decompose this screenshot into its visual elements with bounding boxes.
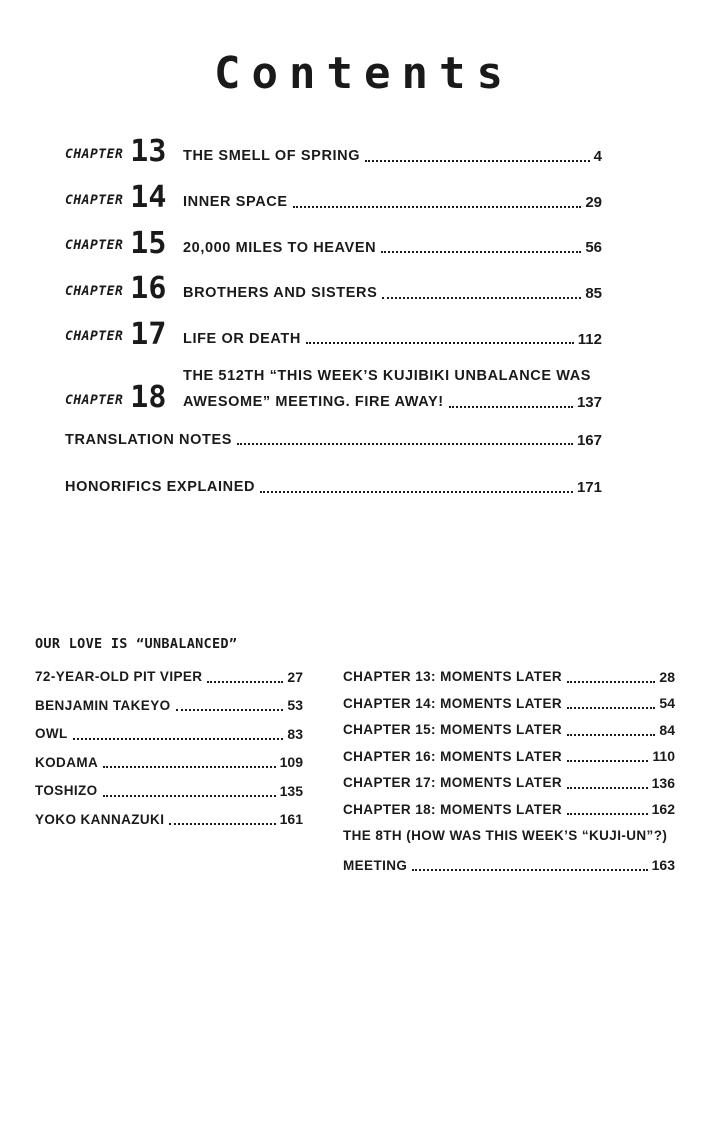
dot-leader <box>567 707 655 709</box>
dot-leader <box>237 443 573 445</box>
bonus-column-moments-later <box>343 669 675 884</box>
bonus-entry <box>343 802 675 818</box>
dot-leader <box>176 709 284 711</box>
bonus-entry <box>343 775 675 791</box>
entry-page-number: 136 <box>651 774 675 791</box>
dot-leader <box>365 160 590 162</box>
chapter-number: 15 <box>130 225 167 261</box>
entry-page-number: 161 <box>279 811 303 828</box>
entry-title: 20,000 MILES TO HEAVEN <box>183 239 377 256</box>
entry-page-number: 28 <box>659 668 675 685</box>
chapter-label <box>65 316 183 352</box>
toc-line <box>183 331 602 348</box>
entry-title: TRANSLATION NOTES <box>65 431 233 448</box>
entry-page-number: 27 <box>287 668 303 685</box>
entry-title: LIFE OR DEATH <box>183 330 301 347</box>
entry <box>343 828 675 873</box>
toc-line <box>183 148 602 165</box>
chapter-list <box>65 134 602 416</box>
toc-line <box>35 669 303 685</box>
entry <box>183 194 602 211</box>
bonus-entry <box>343 749 675 765</box>
entry-page-number: 84 <box>659 721 675 738</box>
entry-title: HONORIFICS EXPLAINED <box>65 479 256 496</box>
bonus-entry <box>343 696 675 712</box>
toc-line <box>35 698 303 714</box>
entry <box>183 285 602 302</box>
dot-leader <box>567 813 648 815</box>
entry <box>65 479 602 496</box>
chapter-number: 14 <box>130 179 167 215</box>
toc-line <box>35 755 303 771</box>
chapter-label <box>65 271 183 307</box>
bonus-section-heading: OUR LOVE IS “UNBALANCED” <box>35 636 238 653</box>
entry-page-number: 162 <box>651 801 675 818</box>
page-title: Contents <box>214 48 514 99</box>
entry <box>35 812 303 828</box>
chapter-label <box>65 134 183 170</box>
toc-line <box>183 194 602 211</box>
entry <box>343 802 675 818</box>
entry <box>35 698 303 714</box>
entry <box>343 775 675 791</box>
bonus-entry <box>35 812 303 828</box>
entry-title: THE 512TH “THIS WEEK’S KUJIBIKI UNBALANCE WAS <box>183 368 592 385</box>
entry-page-number: 167 <box>576 431 602 449</box>
chapter-label <box>65 380 183 416</box>
chapter-row <box>65 134 602 170</box>
chapter-word: CHAPTER <box>65 392 124 408</box>
entry-page-number: 171 <box>576 479 602 497</box>
entry-page-number: 53 <box>287 697 303 714</box>
chapter-label <box>65 179 183 215</box>
entry-page-number: 56 <box>585 239 602 257</box>
entry <box>35 755 303 771</box>
entry-page-number: 163 <box>651 857 675 874</box>
chapter-row <box>65 179 602 215</box>
entry-title: CHAPTER 17: MOMENTS LATER <box>343 775 563 791</box>
bonus-entry <box>35 669 303 685</box>
toc-line <box>343 696 675 712</box>
extra-row <box>65 432 602 449</box>
dot-leader <box>103 795 276 797</box>
entry-page-number: 109 <box>279 754 303 771</box>
dot-leader <box>567 760 648 762</box>
chapter-row <box>65 271 602 307</box>
entry-title: MEETING <box>343 857 408 873</box>
bonus-section <box>35 636 675 884</box>
toc-line <box>343 858 675 874</box>
entry-title: KODAMA <box>35 754 99 770</box>
bonus-column-characters <box>35 669 303 840</box>
extra-row <box>65 479 602 496</box>
toc-line <box>343 802 675 818</box>
toc-line <box>343 749 675 765</box>
dot-leader <box>449 406 573 408</box>
toc-line <box>183 240 602 257</box>
entry-title: AWESOME” MEETING. FIRE AWAY! <box>183 394 444 411</box>
entry-title: 72-YEAR-OLD PIT VIPER <box>35 669 203 685</box>
entry-title: YOKO KANNAZUKI <box>35 811 165 827</box>
bonus-entry <box>343 722 675 738</box>
entry-page-number: 135 <box>279 782 303 799</box>
dot-leader <box>412 869 647 871</box>
chapter-number: 13 <box>130 134 167 170</box>
entry <box>35 783 303 799</box>
toc-line <box>35 726 303 742</box>
entry-page-number: 137 <box>576 393 602 411</box>
bonus-entry <box>35 755 303 771</box>
dot-leader <box>73 738 284 740</box>
entry <box>183 368 602 410</box>
extras-list <box>65 432 602 496</box>
entry-page-number: 110 <box>652 748 675 765</box>
entry-title: THE 8TH (HOW WAS THIS WEEK’S “KUJI-UN”?) <box>343 828 668 844</box>
toc-line <box>343 669 675 685</box>
bonus-entry <box>35 783 303 799</box>
entry-title: CHAPTER 15: MOMENTS LATER <box>343 722 563 738</box>
dot-leader <box>293 206 582 208</box>
entry-title: BROTHERS AND SISTERS <box>183 285 378 302</box>
entry-title: BENJAMIN TAKEYO <box>35 697 171 713</box>
dot-leader <box>567 681 655 683</box>
bonus-entry <box>343 828 675 873</box>
chapter-number: 17 <box>130 316 167 352</box>
toc-line <box>343 828 675 844</box>
chapter-number: 16 <box>130 271 167 307</box>
chapter-word: CHAPTER <box>65 238 124 254</box>
chapter-word: CHAPTER <box>65 329 124 345</box>
entry-title: CHAPTER 16: MOMENTS LATER <box>343 748 563 764</box>
chapter-word: CHAPTER <box>65 146 124 162</box>
entry-title: CHAPTER 18: MOMENTS LATER <box>343 801 563 817</box>
toc-line <box>65 479 602 496</box>
entry <box>343 749 675 765</box>
entry-title: TOSHIZO <box>35 783 98 799</box>
toc-line <box>183 285 602 302</box>
entry-page-number: 29 <box>585 193 602 211</box>
entry <box>183 331 602 348</box>
entry-title: INNER SPACE <box>183 193 288 210</box>
entry-title: CHAPTER 14: MOMENTS LATER <box>343 695 563 711</box>
bonus-columns <box>35 669 675 884</box>
entry-title: CHAPTER 13: MOMENTS LATER <box>343 669 563 685</box>
entry <box>183 148 602 165</box>
chapter-label <box>65 225 183 261</box>
dot-leader <box>567 787 648 789</box>
bonus-entry <box>35 726 303 742</box>
dot-leader <box>207 681 283 683</box>
chapter-row <box>65 225 602 261</box>
dot-leader <box>260 491 573 493</box>
entry-page-number: 83 <box>287 725 303 742</box>
dot-leader <box>382 297 581 299</box>
entry-page-number: 4 <box>593 148 602 166</box>
dot-leader <box>567 734 655 736</box>
toc-line <box>35 812 303 828</box>
entry-title: THE SMELL OF SPRING <box>183 148 361 165</box>
toc-line <box>343 775 675 791</box>
chapter-row <box>65 316 602 352</box>
entry <box>35 726 303 742</box>
chapter-number: 18 <box>130 380 167 416</box>
dot-leader <box>103 766 275 768</box>
entry-page-number: 85 <box>585 285 602 303</box>
toc-line <box>183 394 602 411</box>
entry <box>65 432 602 449</box>
bonus-entry <box>343 669 675 685</box>
entry <box>35 669 303 685</box>
toc-line <box>183 368 602 385</box>
entry <box>343 669 675 685</box>
chapter-word: CHAPTER <box>65 283 124 299</box>
entry <box>343 696 675 712</box>
entry-page-number: 112 <box>577 330 602 348</box>
toc-line <box>343 722 675 738</box>
dot-leader <box>169 823 275 825</box>
dot-leader <box>381 251 581 253</box>
chapter-word: CHAPTER <box>65 192 124 208</box>
entry-title: OWL <box>35 726 68 742</box>
entry <box>343 722 675 738</box>
bonus-entry <box>35 698 303 714</box>
entry <box>183 240 602 257</box>
dot-leader <box>306 342 574 344</box>
toc-line <box>65 432 602 449</box>
entry-page-number: 54 <box>659 695 675 712</box>
toc-line <box>35 783 303 799</box>
chapter-row <box>65 368 602 416</box>
